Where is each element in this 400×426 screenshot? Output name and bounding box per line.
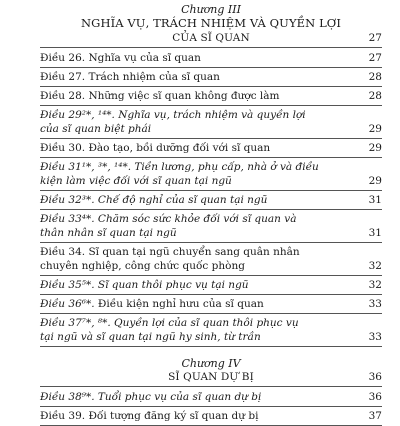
toc-page-number: 28 xyxy=(368,90,382,102)
article-label: Điều 28. xyxy=(40,90,86,102)
chapter-3-title-line1: NGHĨA VỤ, TRÁCH NHIỆM VÀ QUYỀN LỢI xyxy=(81,16,341,30)
toc-page-number: 32 xyxy=(368,260,382,272)
toc-page-number: 33 xyxy=(368,331,382,343)
article-title: Sĩ quan tại ngũ chuyển sang quân nhân xyxy=(88,246,300,258)
article-title-continued: chuyên nghiệp, công chức quốc phòng xyxy=(40,260,245,272)
article-label: Điều 27. xyxy=(40,71,86,83)
article-title: Tuổi phục vụ của sĩ quan dự bị xyxy=(97,391,262,403)
toc-entry xyxy=(40,48,382,68)
toc-page-number: 31 xyxy=(368,227,382,239)
article-label: Điều 30. xyxy=(40,142,86,154)
toc-page-number: 28 xyxy=(368,71,382,83)
chapter-4-label: Chương IV xyxy=(181,357,241,370)
article-title: Chế độ nghỉ của sĩ quan tại ngũ xyxy=(97,194,268,206)
toc-entry xyxy=(40,158,382,191)
toc-entry xyxy=(40,314,382,347)
article-title-continued: của sĩ quan biệt phái xyxy=(40,123,152,135)
toc-entry xyxy=(40,87,382,106)
article-label: Điều 37⁷*, ⁸*. xyxy=(40,317,111,329)
article-label: Điều 38⁹*. xyxy=(40,391,95,403)
toc-entry xyxy=(40,276,382,295)
article-label: Điều 36⁶*. xyxy=(40,298,95,310)
toc-entry xyxy=(40,210,382,243)
toc-entry xyxy=(40,191,382,210)
toc-entry xyxy=(40,407,382,426)
article-label: Điều 26. xyxy=(40,52,86,64)
article-label: Điều 32³*. xyxy=(40,194,95,206)
article-title: Trách nhiệm của sĩ quan xyxy=(88,71,220,83)
toc-entry xyxy=(40,68,382,87)
toc-page-number: 33 xyxy=(368,298,382,310)
article-title-continued: tại ngũ và sĩ quan tại ngũ hy sinh, từ trần xyxy=(40,331,261,343)
toc-page-number: 29 xyxy=(368,142,382,154)
article-title: Quyền lợi của sĩ quan thôi phục vụ xyxy=(114,317,299,329)
article-label: Điều 35⁵*. xyxy=(40,279,95,291)
article-title: Những việc sĩ quan không được làm xyxy=(88,90,280,102)
toc-entry xyxy=(40,243,382,276)
toc-page-number: 27 xyxy=(368,52,382,64)
toc-page-number: 36 xyxy=(368,371,382,383)
article-title: Sĩ quan thôi phục vụ tại ngũ xyxy=(97,279,249,291)
article-label: Điều 33⁴*. xyxy=(40,213,95,225)
toc-entry xyxy=(40,295,382,314)
toc-page-number: 32 xyxy=(368,279,382,291)
toc-entry xyxy=(40,387,382,407)
article-title: Nghĩa vụ, trách nhiệm và quyền lợi xyxy=(118,109,306,121)
article-label: Điều 34. xyxy=(40,246,86,258)
toc-page-number: 31 xyxy=(368,194,382,206)
toc-entry xyxy=(40,139,382,158)
article-title: Chăm sóc sức khỏe đối với sĩ quan và xyxy=(97,213,297,225)
chapter-3-title-line2: CỦA SĨ QUAN xyxy=(172,32,250,44)
article-label: Điều 29²*, ¹⁴*. xyxy=(40,109,115,121)
article-title: Điều kiện nghỉ hưu của sĩ quan xyxy=(97,298,264,310)
chapter-4-title-row xyxy=(40,370,382,387)
article-title: Đối tượng đăng ký sĩ quan dự bị xyxy=(88,410,259,422)
toc-entry xyxy=(40,106,382,139)
chapter-3-label: Chương III xyxy=(181,3,241,16)
article-title: Đào tạo, bồi dưỡng đối với sĩ quan xyxy=(88,142,271,154)
chapter-3-title-row xyxy=(40,31,382,48)
article-title-continued: thân nhân sĩ quan tại ngũ xyxy=(40,227,177,239)
toc-page-number: 36 xyxy=(368,391,382,403)
chapter-4-title: SĨ QUAN DỰ BỊ xyxy=(168,371,254,383)
toc-page-number: 27 xyxy=(368,32,382,44)
article-title: Tiền lương, phụ cấp, nhà ở và điều xyxy=(134,161,319,173)
article-title-continued: kiện làm việc đối với sĩ quan tại ngũ xyxy=(40,175,232,187)
toc-page-number: 29 xyxy=(368,123,382,135)
toc-page-number: 29 xyxy=(368,175,382,187)
article-label: Điều 31¹*, ³*, ¹⁴*. xyxy=(40,161,132,173)
toc-page-number: 37 xyxy=(368,410,382,422)
article-label: Điều 39. xyxy=(40,410,86,422)
article-title: Nghĩa vụ của sĩ quan xyxy=(88,52,201,64)
